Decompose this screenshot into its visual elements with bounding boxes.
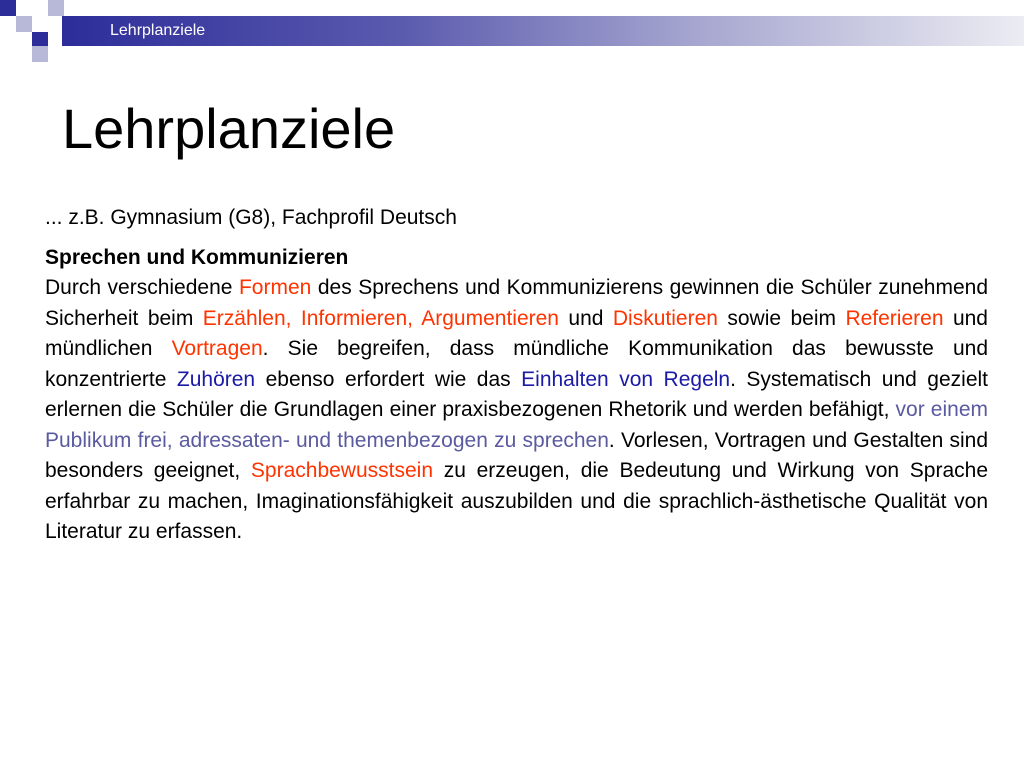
header-title: Lehrplanziele bbox=[110, 22, 206, 39]
paragraph-text: . Systematisch und gezielt erlernen die Schüler die Grundlagen einer praxisbezogenen Rhetorik und werden befähigt, bbox=[45, 367, 989, 421]
paragraph-text: und bbox=[558, 306, 613, 330]
square-light-2 bbox=[48, 0, 64, 16]
highlighted-term: Einhalten von Regeln bbox=[521, 367, 731, 391]
body-paragraph bbox=[45, 273, 988, 548]
paragraph-text: und mündlichen bbox=[45, 306, 988, 360]
square-light-4 bbox=[32, 46, 48, 62]
paragraph-text: . Sie begreifen, dass mündliche Kommunikation das bewusste und konzentrierte bbox=[45, 337, 988, 391]
highlighted-term: Diskutieren bbox=[612, 306, 718, 330]
paragraph-text: des Sprechens und Kommunizierens gewinnen die Schüler zunehmend Sicherheit beim bbox=[45, 276, 988, 330]
highlighted-term: Vortragen bbox=[171, 337, 263, 360]
paragraph-text: sowie beim bbox=[717, 306, 846, 330]
slide-content bbox=[45, 203, 988, 548]
section-heading: Sprechen und Kommunizieren bbox=[45, 245, 349, 269]
slide-title: Lehrplanziele bbox=[62, 97, 396, 160]
square-dark-1 bbox=[0, 0, 16, 16]
slide-subtitle: ... z.B. Gymnasium (G8), Fachprofil Deutsch bbox=[45, 206, 457, 229]
highlighted-term: Zuhören bbox=[176, 367, 256, 391]
highlighted-term: Referieren bbox=[845, 306, 944, 330]
square-light-1 bbox=[16, 16, 32, 32]
highlighted-term: Formen bbox=[238, 276, 312, 299]
paragraph-text: zu erzeugen, die Bedeutung und Wirkung von Sprache erfahrbar zu machen, Imaginationsfähigkeit auszubilden und die sprachlich-ästhetische Qualität von Literatur zu erfassen. bbox=[45, 459, 988, 543]
paragraph-text: ebenso erfordert wie das bbox=[255, 367, 522, 391]
highlighted-term: vor einem Publikum frei, adressaten- und themenbezogen zu sprechen bbox=[45, 398, 989, 452]
header-bar bbox=[62, 16, 1024, 46]
paragraph-text: . Vorlesen, Vortragen und Gestalten sind besonders geeignet, bbox=[45, 428, 989, 482]
highlighted-term: Erzählen, Informieren, Argumentieren bbox=[202, 306, 559, 330]
square-dark-2 bbox=[32, 32, 48, 46]
paragraph-text: Durch verschiedene bbox=[45, 276, 239, 299]
highlighted-term: Sprachbewusstsein bbox=[250, 459, 434, 482]
